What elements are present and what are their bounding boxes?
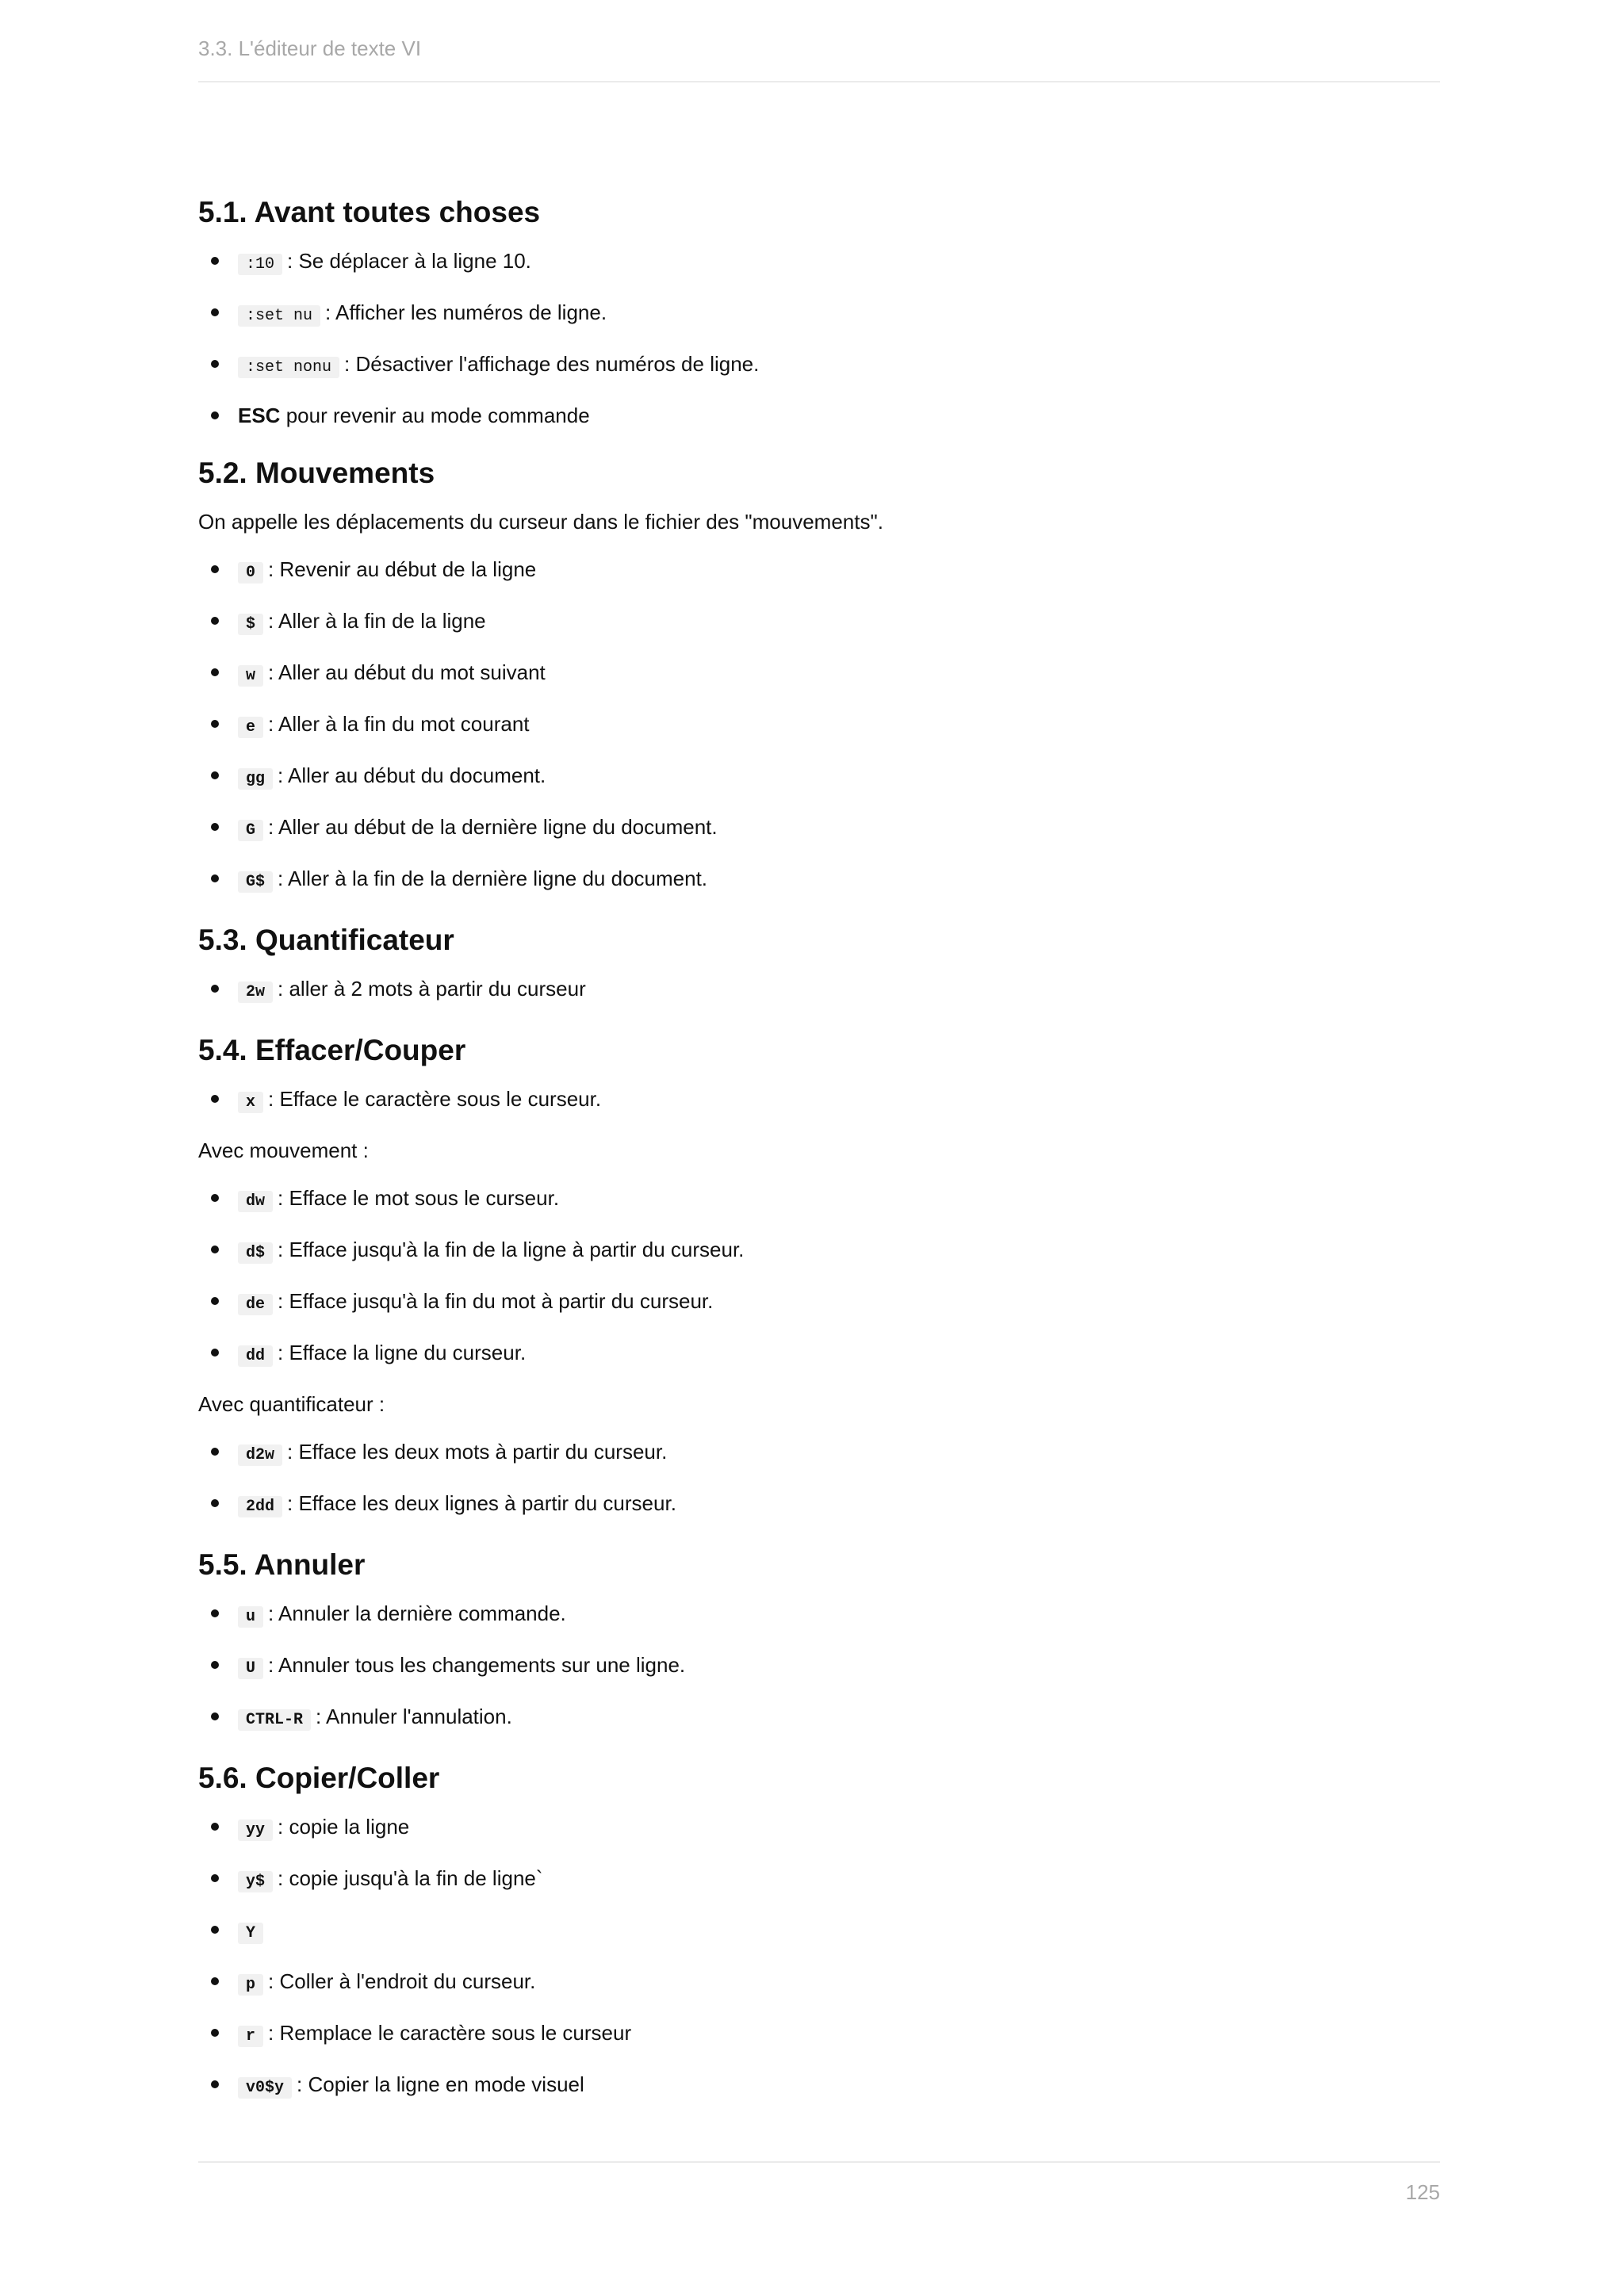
list-item: [198, 1437, 1440, 1471]
key-name: ESC: [238, 404, 281, 427]
command-description: : Copier la ligne en mode visuel: [297, 2072, 584, 2096]
subsection-label: Avec quantificateur :: [198, 1392, 385, 1416]
list-item: [198, 1812, 1440, 1846]
command-description: : Annuler l'annulation.: [316, 1705, 512, 1728]
command-code: :set nonu: [238, 357, 339, 378]
list-item: [198, 974, 1440, 1008]
subsection-label: Avec mouvement :: [198, 1138, 369, 1162]
section-heading: 5.3. Quantificateur: [198, 924, 454, 956]
command-code: r: [238, 2026, 263, 2047]
command-code: Y: [238, 1923, 263, 1944]
command-code: :set nu: [238, 305, 320, 327]
list-item: [198, 1650, 1440, 1684]
command-description: : Se déplacer à la ligne 10.: [287, 249, 531, 273]
list-item: [198, 400, 1440, 430]
list-item: [198, 863, 1440, 897]
list-item: [198, 1598, 1440, 1632]
command-description: : copie la ligne: [278, 1815, 410, 1839]
command-code: CTRL-R: [238, 1709, 311, 1731]
command-code: dw: [238, 1191, 273, 1212]
section-5-1: [198, 193, 1440, 430]
list-item: [198, 246, 1440, 280]
list-item: [198, 1863, 1440, 1897]
section-5-3: [198, 921, 1440, 1008]
command-code: 0: [238, 562, 263, 584]
command-code: G$: [238, 871, 273, 893]
command-code: 2w: [238, 982, 273, 1003]
command-description: : Efface jusqu'à la fin du mot à partir du curseur.: [278, 1289, 714, 1313]
command-code: dd: [238, 1345, 273, 1367]
command-description: : Efface les deux lignes à partir du curseur.: [287, 1491, 676, 1515]
list-item: [198, 1286, 1440, 1320]
list-item: [198, 606, 1440, 640]
command-code: yy: [238, 1820, 273, 1841]
page-number: 125: [1405, 2180, 1440, 2204]
command-description: : Aller au début de la dernière ligne du document.: [268, 815, 718, 839]
section-heading: 5.1. Avant toutes choses: [198, 196, 541, 228]
section-heading: 5.4. Effacer/Couper: [198, 1034, 466, 1066]
footer-divider: [198, 2161, 1440, 2163]
list-item: [198, 297, 1440, 331]
header-divider: [198, 81, 1440, 82]
command-description: pour revenir au mode commande: [285, 404, 590, 427]
command-code: d2w: [238, 1445, 282, 1466]
command-code: w: [238, 665, 263, 687]
command-code: e: [238, 717, 263, 738]
list-item: [198, 1084, 1440, 1118]
list-item: [198, 1183, 1440, 1217]
command-description: : Aller à la fin du mot courant: [268, 712, 530, 736]
section-heading: 5.6. Copier/Coller: [198, 1762, 440, 1794]
command-list: [198, 1183, 1440, 1372]
section-intro: On appelle les déplacements du curseur dans le fichier des "mouvements".: [198, 510, 883, 534]
list-item: [198, 1966, 1440, 2000]
command-description: : Aller au début du document.: [278, 763, 546, 787]
command-description: : aller à 2 mots à partir du curseur: [278, 977, 586, 1001]
command-list: [198, 1812, 1440, 2103]
command-list: [198, 554, 1440, 897]
command-code: U: [238, 1658, 263, 1679]
command-code: gg: [238, 768, 273, 790]
document-page: [198, 0, 1440, 2296]
command-description: : Coller à l'endroit du curseur.: [268, 1969, 536, 1993]
section-5-2: [198, 454, 1440, 897]
command-description: : copie jusqu'à la fin de ligne`: [278, 1866, 543, 1890]
list-item: [198, 1234, 1440, 1269]
command-code: u: [238, 1606, 263, 1628]
command-code: v0$y: [238, 2077, 292, 2099]
command-code: 2dd: [238, 1496, 282, 1517]
command-description: : Efface jusqu'à la fin de la ligne à partir du curseur.: [278, 1238, 745, 1261]
list-item: [198, 1915, 1440, 1949]
list-item: [198, 2069, 1440, 2103]
list-item: [198, 657, 1440, 691]
command-description: : Aller au début du mot suivant: [268, 660, 546, 684]
command-description: : Remplace le caractère sous le curseur: [268, 2021, 632, 2045]
command-description: : Aller à la fin de la dernière ligne du document.: [278, 867, 708, 890]
section-5-6: [198, 1759, 1440, 2103]
section-heading: 5.5. Annuler: [198, 1548, 366, 1581]
command-code: d$: [238, 1242, 273, 1264]
list-item: [198, 2018, 1440, 2052]
command-description: : Aller à la fin de la ligne: [268, 609, 486, 633]
command-description: : Annuler tous les changements sur une ligne.: [268, 1653, 686, 1677]
command-code: de: [238, 1294, 273, 1315]
command-description: : Efface le mot sous le curseur.: [278, 1186, 560, 1210]
command-description: : Efface les deux mots à partir du curseur.: [287, 1440, 668, 1464]
command-description: : Annuler la dernière commande.: [268, 1601, 566, 1625]
list-item: [198, 812, 1440, 846]
command-list: [198, 974, 1440, 1008]
command-code: y$: [238, 1871, 273, 1892]
command-description: : Efface le caractère sous le curseur.: [268, 1087, 602, 1111]
list-item: [198, 1337, 1440, 1372]
list-item: [198, 1701, 1440, 1735]
command-description: : Désactiver l'affichage des numéros de ligne.: [344, 352, 760, 376]
command-code: p: [238, 1974, 263, 1996]
list-item: [198, 554, 1440, 588]
section-5-4: [198, 1031, 1440, 1522]
section-5-5: [198, 1546, 1440, 1735]
command-code: :10: [238, 254, 282, 275]
command-list: [198, 1437, 1440, 1522]
command-code: x: [238, 1092, 263, 1113]
command-description: : Efface la ligne du curseur.: [278, 1341, 527, 1364]
command-list: [198, 246, 1440, 430]
page-content: [198, 193, 1440, 2127]
command-description: : Afficher les numéros de ligne.: [325, 300, 607, 324]
command-code: G: [238, 820, 263, 841]
list-item: [198, 1488, 1440, 1522]
list-item: [198, 760, 1440, 794]
running-header: 3.3. L'éditeur de texte VI: [198, 36, 422, 60]
list-item: [198, 709, 1440, 743]
section-heading: 5.2. Mouvements: [198, 457, 435, 489]
command-code: $: [238, 614, 263, 635]
list-item: [198, 349, 1440, 383]
command-list: [198, 1084, 1440, 1118]
command-list: [198, 1598, 1440, 1735]
command-description: : Revenir au début de la ligne: [268, 557, 537, 581]
